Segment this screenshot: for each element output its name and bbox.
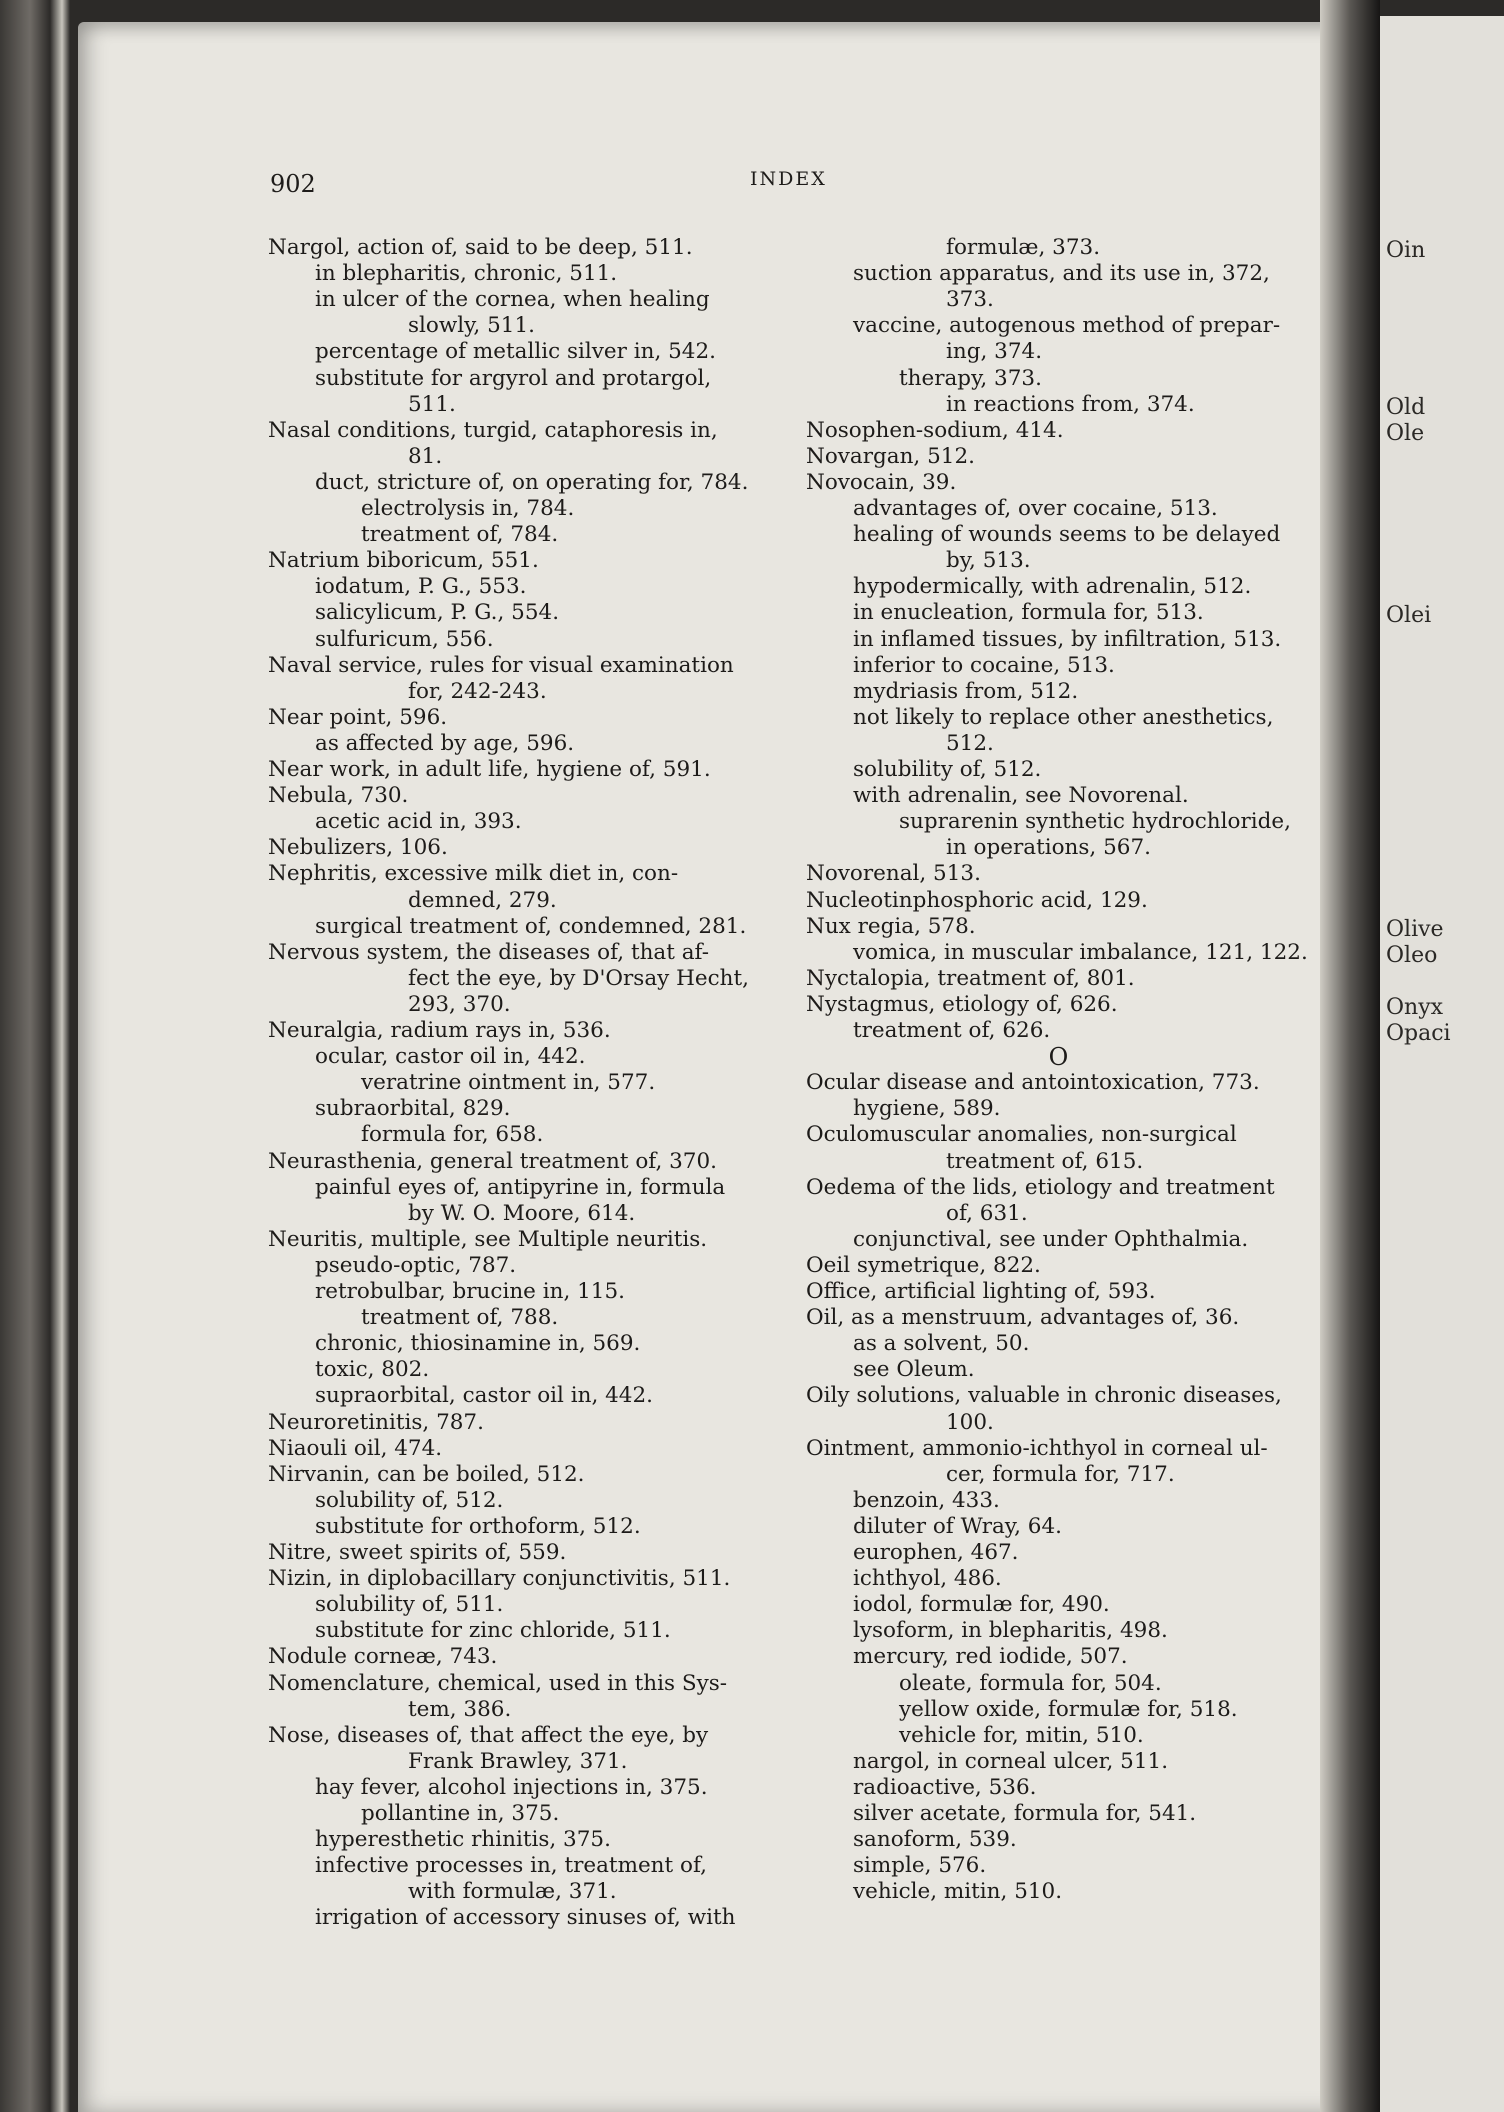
index-entry: substitute for orthoform, 512. <box>315 1513 641 1539</box>
index-entry: ing, 374. <box>946 339 1043 365</box>
index-entry: as a solvent, 50. <box>853 1331 1030 1357</box>
index-entry: mydriasis from, 512. <box>853 678 1079 704</box>
index-entry: chronic, thiosinamine in, 569. <box>315 1331 641 1357</box>
index-entry: hypodermically, with adrenalin, 512. <box>853 574 1252 600</box>
index-entry: electrolysis in, 784. <box>361 496 575 521</box>
index-entry: therapy, 373. <box>899 365 1042 391</box>
index-entry: 293, 370. <box>408 991 511 1017</box>
index-entry: Nux regia, 578. <box>806 913 976 939</box>
index-entry: suction apparatus, and its use in, 372, <box>853 261 1270 287</box>
index-entry: percentage of metallic silver in, 542. <box>315 339 716 365</box>
index-entry: hyperesthetic rhinitis, 375. <box>315 1827 611 1853</box>
index-entry: Natrium biboricum, 551. <box>268 548 539 574</box>
index-entry: Nyctalopia, treatment of, 801. <box>806 965 1135 991</box>
index-entry: cer, formula for, 717. <box>946 1461 1175 1487</box>
index-entry: Oedema of the lids, etiology and treatment <box>806 1174 1275 1200</box>
index-entry: irrigation of accessory sinuses of, with <box>315 1905 736 1931</box>
index-entry: healing of wounds seems to be delayed <box>853 522 1281 548</box>
index-entry: ocular, castor oil in, 442. <box>315 1044 586 1070</box>
page-number: 902 <box>270 170 316 198</box>
index-entry: Ocular disease and antointoxication, 773. <box>806 1070 1260 1096</box>
index-entry: Near point, 596. <box>268 704 448 730</box>
index-entry: Nephritis, excessive milk diet in, con- <box>268 861 679 887</box>
index-entry: Oeil symetrique, 822. <box>806 1252 1041 1278</box>
facing-page-fragment: Oin <box>1386 238 1426 263</box>
index-entry: benzoin, 433. <box>853 1487 1000 1513</box>
index-entry: formulæ, 373. <box>946 235 1101 260</box>
index-entry: treatment of, 788. <box>361 1305 559 1331</box>
index-entry: Novocain, 39. <box>806 469 957 495</box>
facing-page-fragment: Opaci <box>1386 1021 1451 1046</box>
index-entry: supraorbital, castor oil in, 442. <box>315 1383 653 1409</box>
index-entry: veratrine ointment in, 577. <box>361 1070 656 1096</box>
index-entry: Nervous system, the diseases of, that af- <box>268 939 709 965</box>
index-entry: in operations, 567. <box>946 835 1151 861</box>
index-entry: vehicle, mitin, 510. <box>853 1879 1063 1905</box>
index-entry: Neuritis, multiple, see Multiple neuritis. <box>268 1226 708 1252</box>
index-entry: treatment of, 784. <box>361 522 559 548</box>
index-entry: advantages of, over cocaine, 513. <box>853 496 1218 521</box>
index-entry: Nodule corneæ, 743. <box>268 1644 498 1670</box>
index-entry: retrobulbar, brucine in, 115. <box>315 1279 625 1304</box>
index-entry: Near work, in adult life, hygiene of, 591. <box>268 757 711 782</box>
index-entry: slowly, 511. <box>408 313 535 339</box>
index-entry: yellow oxide, formulæ for, 518. <box>899 1696 1238 1722</box>
index-section-letter: O <box>1048 1043 1069 1072</box>
index-entry: in enucleation, formula for, 513. <box>853 600 1204 626</box>
index-entry: as affected by age, 596. <box>315 730 575 756</box>
index-entry: treatment of, 626. <box>853 1018 1051 1043</box>
index-entry: pseudo-optic, 787. <box>315 1252 517 1278</box>
index-entry: Novargan, 512. <box>806 443 975 469</box>
facing-page-fragment: Olive <box>1386 916 1444 942</box>
index-entry: inferior to cocaine, 513. <box>853 652 1115 678</box>
index-entry: in reactions from, 374. <box>946 391 1195 417</box>
index-entry: substitute for argyrol and protargol, <box>315 365 712 391</box>
index-entry: lysoform, in blepharitis, 498. <box>853 1618 1168 1644</box>
index-entry: solubility of, 511. <box>315 1592 504 1618</box>
facing-page-fragment: Ole <box>1386 420 1425 446</box>
index-entry: suprarenin synthetic hydrochloride, <box>899 809 1291 835</box>
index-entry: Novorenal, 513. <box>806 861 981 887</box>
index-entry: hygiene, 589. <box>853 1096 1001 1122</box>
index-entry: radioactive, 536. <box>853 1774 1037 1800</box>
index-entry: oleate, formula for, 504. <box>899 1670 1162 1696</box>
facing-page-fragment: Old <box>1386 394 1426 420</box>
index-entry: Nosophen-sodium, 414. <box>806 417 1064 443</box>
index-entry: solubility of, 512. <box>315 1487 504 1513</box>
index-entry: hay fever, alcohol injections in, 375. <box>315 1774 708 1800</box>
index-entry: Nizin, in diplobacillary conjunctivitis, 511. <box>268 1566 731 1592</box>
index-entry: painful eyes of, antipyrine in, formula <box>315 1174 726 1200</box>
index-entry: Oculomuscular anomalies, non-surgical <box>806 1122 1237 1148</box>
index-entry: vomica, in muscular imbalance, 121, 122. <box>853 939 1308 965</box>
index-entry: in inflamed tissues, by infiltration, 513. <box>853 626 1282 652</box>
index-entry: not likely to replace other anesthetics, <box>853 704 1274 730</box>
index-entry: sanoform, 539. <box>853 1827 1017 1853</box>
index-entry: simple, 576. <box>853 1853 987 1879</box>
index-entry: Neuralgia, radium rays in, 536. <box>268 1018 611 1043</box>
facing-page-fragment: Onyx <box>1386 994 1444 1020</box>
index-entry: demned, 279. <box>408 887 557 913</box>
index-entry: treatment of, 615. <box>946 1148 1144 1174</box>
index-entry: for, 242-243. <box>408 678 547 704</box>
index-entry: fect the eye, by D'Orsay Hecht, <box>408 965 749 991</box>
index-entry: iodatum, P. G., 553. <box>315 574 527 600</box>
index-entry: surgical treatment of, condemned, 281. <box>315 913 747 939</box>
index-entry: 100. <box>946 1409 994 1435</box>
index-entry: diluter of Wray, 64. <box>853 1513 1062 1539</box>
index-entry: Nucleotinphosphoric acid, 129. <box>806 887 1148 913</box>
index-entry: Nystagmus, etiology of, 626. <box>806 991 1118 1017</box>
index-entry: 512. <box>946 730 994 756</box>
index-entry: infective processes in, treatment of, <box>315 1853 707 1879</box>
index-entry: 511. <box>408 391 456 417</box>
facing-page-fragment: Olei <box>1386 603 1432 629</box>
index-entry: silver acetate, formula for, 541. <box>853 1801 1197 1826</box>
index-entry: conjunctival, see under Ophthalmia. <box>853 1226 1249 1252</box>
index-entry: Nebulizers, 106. <box>268 835 448 861</box>
index-entry: Nasal conditions, turgid, cataphoresis in, <box>268 417 718 443</box>
index-entry: with formulæ, 371. <box>408 1879 617 1905</box>
index-entry: Naval service, rules for visual examination <box>268 652 734 678</box>
index-entry: of, 631. <box>946 1200 1028 1226</box>
index-entry: by, 513. <box>946 548 1031 574</box>
index-entry: nargol, in corneal ulcer, 511. <box>853 1748 1169 1774</box>
index-entry: solubility of, 512. <box>853 757 1042 782</box>
book-gutter <box>1320 0 1380 2112</box>
index-entry: tem, 386. <box>408 1696 512 1722</box>
facing-page-edge <box>1380 16 1504 2112</box>
index-entry: vaccine, autogenous method of prepar- <box>853 313 1281 339</box>
index-entry: 81. <box>408 443 443 469</box>
running-head: INDEX <box>750 168 827 190</box>
index-entry: acetic acid in, 393. <box>315 809 522 835</box>
index-entry: formula for, 658. <box>361 1122 544 1148</box>
index-entry: duct, stricture of, on operating for, 784. <box>315 469 749 495</box>
index-entry: sulfuricum, 556. <box>315 626 494 652</box>
index-entry: with adrenalin, see Novorenal. <box>853 783 1189 809</box>
index-entry: Ointment, ammonio-ichthyol in corneal ul- <box>806 1435 1268 1461</box>
index-entry: substitute for zinc chloride, 511. <box>315 1618 671 1644</box>
index-entry: vehicle for, mitin, 510. <box>899 1722 1144 1748</box>
index-entry: Nebula, 730. <box>268 783 409 809</box>
index-entry: by W. O. Moore, 614. <box>408 1200 636 1226</box>
index-entry: Niaouli oil, 474. <box>268 1435 443 1461</box>
index-entry: europhen, 467. <box>853 1540 1019 1565</box>
index-entry: Nirvanin, can be boiled, 512. <box>268 1461 585 1487</box>
index-entry: Neurasthenia, general treatment of, 370. <box>268 1148 718 1174</box>
index-entry: in blepharitis, chronic, 511. <box>315 261 618 287</box>
index-entry: Nargol, action of, said to be deep, 511. <box>268 235 693 260</box>
index-entry: subraorbital, 829. <box>315 1096 511 1122</box>
index-entry: see Oleum. <box>853 1357 975 1383</box>
index-entry: 373. <box>946 287 994 313</box>
index-entry: iodol, formulæ for, 490. <box>853 1592 1110 1618</box>
index-entry: salicylicum, P. G., 554. <box>315 600 560 626</box>
index-entry: Office, artificial lighting of, 593. <box>806 1279 1156 1304</box>
index-entry: Nomenclature, chemical, used in this Sys- <box>268 1670 728 1696</box>
index-entry: Oily solutions, valuable in chronic diseases, <box>806 1383 1282 1409</box>
index-entry: Nose, diseases of, that affect the eye, by <box>268 1722 709 1748</box>
index-entry: mercury, red iodide, 507. <box>853 1644 1128 1670</box>
facing-page-fragment: Oleo <box>1386 942 1438 968</box>
index-entry: ichthyol, 486. <box>853 1566 1002 1592</box>
index-entry: Nitre, sweet spirits of, 559. <box>268 1540 567 1565</box>
index-entry: toxic, 802. <box>315 1357 430 1383</box>
index-entry: pollantine in, 375. <box>361 1801 560 1826</box>
index-entry: in ulcer of the cornea, when healing <box>315 287 710 313</box>
index-entry: Neuroretinitis, 787. <box>268 1409 484 1435</box>
index-entry: Frank Brawley, 371. <box>408 1748 628 1774</box>
index-entry: Oil, as a menstruum, advantages of, 36. <box>806 1305 1240 1331</box>
